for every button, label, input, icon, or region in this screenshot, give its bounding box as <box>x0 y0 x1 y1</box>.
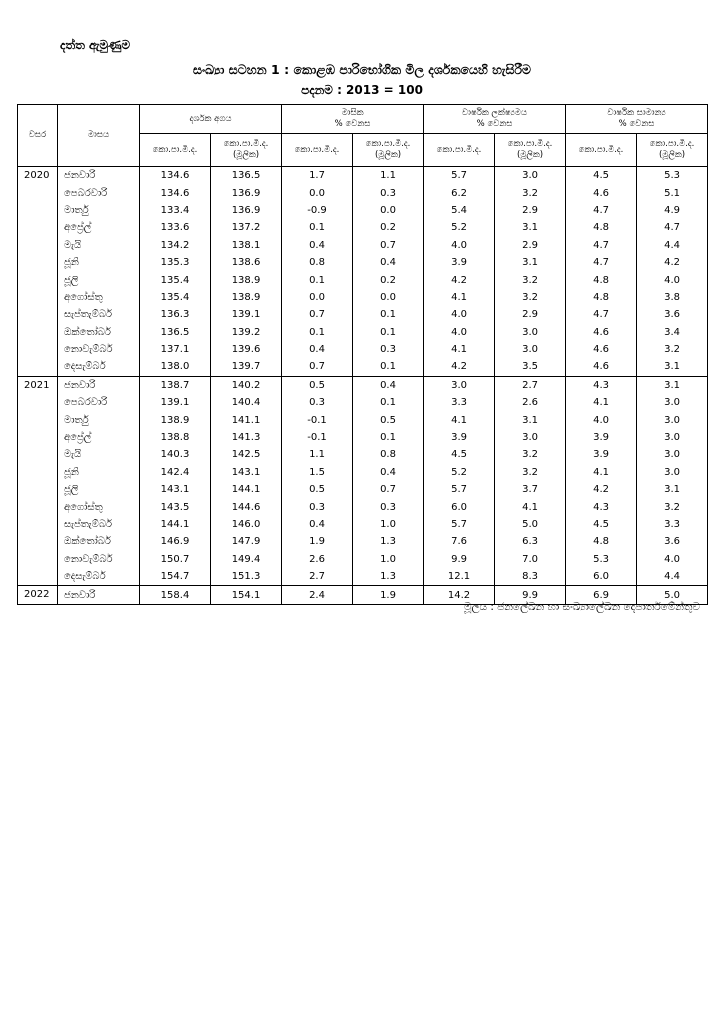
value-cell: 5.7 <box>424 481 495 498</box>
core-subheader: කො.පා.මි.ද. (මූලික) <box>353 134 424 167</box>
value-cell: 6.2 <box>424 184 495 201</box>
value-cell: 1.7 <box>282 167 353 185</box>
month-column-header: මාසය <box>58 105 140 167</box>
table-row <box>18 516 708 533</box>
year-cell <box>18 271 58 288</box>
year-cell <box>18 202 58 219</box>
month-cell: අප්‍රේල් <box>58 429 140 446</box>
value-cell: 0.3 <box>353 341 424 358</box>
year-cell <box>18 498 58 515</box>
value-cell: 138.9 <box>140 411 211 428</box>
value-cell: 3.9 <box>424 429 495 446</box>
headline-subheader: කො.පා.මි.ද. <box>140 134 211 167</box>
value-cell: 136.9 <box>211 202 282 219</box>
month-cell: නොවැම්බර් <box>58 341 140 358</box>
year-cell <box>18 446 58 463</box>
value-cell: 1.0 <box>353 551 424 568</box>
value-cell: 4.4 <box>637 568 708 586</box>
value-cell: 135.3 <box>140 254 211 271</box>
value-cell: 0.3 <box>282 498 353 515</box>
value-cell: 0.4 <box>282 516 353 533</box>
value-cell: 5.2 <box>424 464 495 481</box>
value-cell: 0.1 <box>353 324 424 341</box>
core-subheader: කො.පා.මි.ද. (මූලික) <box>495 134 566 167</box>
value-cell: 158.4 <box>140 586 211 604</box>
year-cell <box>18 237 58 254</box>
value-cell: 6.0 <box>424 498 495 515</box>
value-cell: 0.7 <box>353 237 424 254</box>
value-cell: 2.6 <box>495 394 566 411</box>
value-cell: -0.1 <box>282 411 353 428</box>
value-cell: 3.0 <box>495 167 566 185</box>
year-cell <box>18 533 58 550</box>
value-cell: 0.1 <box>353 429 424 446</box>
value-cell: 4.2 <box>637 254 708 271</box>
value-cell: 3.2 <box>495 289 566 306</box>
value-cell: 0.7 <box>282 358 353 376</box>
index-value-group-header: දර්ශක අගය <box>140 105 282 134</box>
month-cell: ඔක්තෝබර් <box>58 324 140 341</box>
table-row <box>18 202 708 219</box>
value-cell: 4.3 <box>566 498 637 515</box>
month-cell: අගෝස්තු <box>58 498 140 515</box>
value-cell: 5.7 <box>424 516 495 533</box>
value-cell: 142.5 <box>211 446 282 463</box>
value-cell: 3.8 <box>637 289 708 306</box>
value-cell: 141.1 <box>211 411 282 428</box>
annex-heading: දත්ත ඇමුණුම <box>60 38 131 52</box>
source-note: මූලය : ජනලේඛන හා සංඛ්‍යාලේඛන දෙපාර්තමේන්තුව <box>463 601 700 613</box>
value-cell: 1.3 <box>353 533 424 550</box>
value-cell: 0.0 <box>353 289 424 306</box>
value-cell: 4.1 <box>566 464 637 481</box>
value-cell: 4.2 <box>566 481 637 498</box>
value-cell: 0.4 <box>282 237 353 254</box>
value-cell: 3.0 <box>495 324 566 341</box>
value-cell: 0.0 <box>282 289 353 306</box>
value-cell: 14.2 <box>424 586 495 604</box>
value-cell: 141.3 <box>211 429 282 446</box>
value-cell: 143.1 <box>211 464 282 481</box>
table-row <box>18 498 708 515</box>
value-cell: -0.1 <box>282 429 353 446</box>
value-cell: 138.1 <box>211 237 282 254</box>
year-cell: 2020 <box>18 167 58 185</box>
year-column-header: වසර <box>18 105 58 167</box>
value-cell: 139.6 <box>211 341 282 358</box>
value-cell: 4.0 <box>424 237 495 254</box>
value-cell: 4.9 <box>637 202 708 219</box>
value-cell: 5.0 <box>495 516 566 533</box>
table-row <box>18 411 708 428</box>
value-cell: 136.5 <box>140 324 211 341</box>
value-cell: 137.2 <box>211 219 282 236</box>
annual-point-change-group-header: වාර්ෂික ලක්ෂ්‍යමය % වෙනස <box>424 105 566 134</box>
value-cell: 12.1 <box>424 568 495 586</box>
value-cell: 2.9 <box>495 202 566 219</box>
value-cell: 0.5 <box>282 376 353 394</box>
month-cell: ජනවාරි <box>58 167 140 185</box>
value-cell: 150.7 <box>140 551 211 568</box>
value-cell: 5.3 <box>566 551 637 568</box>
month-cell: පෙබරවාරි <box>58 184 140 201</box>
value-cell: 2.7 <box>282 568 353 586</box>
value-cell: 3.6 <box>637 533 708 550</box>
value-cell: 9.9 <box>424 551 495 568</box>
month-cell: මාර්තු <box>58 202 140 219</box>
value-cell: 133.4 <box>140 202 211 219</box>
table-row <box>18 324 708 341</box>
value-cell: 0.1 <box>282 271 353 288</box>
table-title: සංඛ්‍යා සටහන 1 : කොළඹ පාරිභෝගික මිල දර්ශකයෙහි හැසිරීම <box>192 62 532 77</box>
month-cell: සැප්තැම්බර් <box>58 516 140 533</box>
value-cell: 140.2 <box>211 376 282 394</box>
year-cell <box>18 568 58 586</box>
value-cell: 4.7 <box>637 219 708 236</box>
value-cell: 146.0 <box>211 516 282 533</box>
value-cell: 4.7 <box>566 237 637 254</box>
value-cell: 4.2 <box>424 271 495 288</box>
headline-subheader: කො.පා.මි.ද. <box>566 134 637 167</box>
table-row <box>18 289 708 306</box>
value-cell: 139.7 <box>211 358 282 376</box>
value-cell: 144.6 <box>211 498 282 515</box>
month-cell: මාර්තු <box>58 411 140 428</box>
table-row <box>18 481 708 498</box>
value-cell: 3.0 <box>495 341 566 358</box>
value-cell: 0.4 <box>353 464 424 481</box>
value-cell: 138.8 <box>140 429 211 446</box>
month-cell: මැයි <box>58 446 140 463</box>
value-cell: 4.2 <box>424 358 495 376</box>
value-cell: 3.0 <box>637 464 708 481</box>
value-cell: 138.6 <box>211 254 282 271</box>
month-cell: ජූලි <box>58 481 140 498</box>
year-cell: 2021 <box>18 376 58 394</box>
value-cell: 3.1 <box>495 254 566 271</box>
value-cell: 4.7 <box>566 202 637 219</box>
value-cell: 0.4 <box>282 341 353 358</box>
value-cell: 0.1 <box>282 219 353 236</box>
value-cell: 5.4 <box>424 202 495 219</box>
value-cell: 4.1 <box>424 341 495 358</box>
table-row <box>18 376 708 394</box>
value-cell: 4.1 <box>424 289 495 306</box>
value-cell: 0.3 <box>353 498 424 515</box>
value-cell: 0.7 <box>282 306 353 323</box>
value-cell: 7.0 <box>495 551 566 568</box>
value-cell: 1.1 <box>282 446 353 463</box>
year-cell <box>18 289 58 306</box>
table-row <box>18 254 708 271</box>
month-cell: ජූලි <box>58 271 140 288</box>
value-cell: 139.1 <box>211 306 282 323</box>
value-cell: 3.0 <box>637 411 708 428</box>
value-cell: 6.3 <box>495 533 566 550</box>
value-cell: 1.5 <box>282 464 353 481</box>
value-cell: 3.1 <box>495 411 566 428</box>
value-cell: 0.3 <box>353 184 424 201</box>
value-cell: 4.0 <box>637 271 708 288</box>
value-cell: 2.9 <box>495 306 566 323</box>
year-cell <box>18 481 58 498</box>
year-cell <box>18 254 58 271</box>
value-cell: 5.7 <box>424 167 495 185</box>
value-cell: 4.5 <box>424 446 495 463</box>
value-cell: 0.0 <box>353 202 424 219</box>
value-cell: 134.2 <box>140 237 211 254</box>
annual-average-change-group-header: වාර්ෂික සාමාන්‍ය % වෙනස <box>566 105 708 134</box>
value-cell: 139.2 <box>211 324 282 341</box>
value-cell: 3.1 <box>637 358 708 376</box>
month-cell: ඔක්තෝබර් <box>58 533 140 550</box>
table-row <box>18 184 708 201</box>
value-cell: 0.3 <box>282 394 353 411</box>
month-cell: ජූනි <box>58 254 140 271</box>
value-cell: 138.9 <box>211 271 282 288</box>
monthly-change-group-header: මාසික % වෙනස <box>282 105 424 134</box>
value-cell: 3.9 <box>566 429 637 446</box>
table-row <box>18 533 708 550</box>
month-cell: මැයි <box>58 237 140 254</box>
value-cell: 135.4 <box>140 289 211 306</box>
value-cell: 4.8 <box>566 533 637 550</box>
value-cell: 3.9 <box>566 446 637 463</box>
value-cell: 2.7 <box>495 376 566 394</box>
value-cell: 140.4 <box>211 394 282 411</box>
value-cell: 4.8 <box>566 289 637 306</box>
table-row <box>18 341 708 358</box>
value-cell: 154.7 <box>140 568 211 586</box>
table-row <box>18 429 708 446</box>
value-cell: 0.8 <box>282 254 353 271</box>
value-cell: 137.1 <box>140 341 211 358</box>
value-cell: 7.6 <box>424 533 495 550</box>
value-cell: 138.7 <box>140 376 211 394</box>
value-cell: 3.2 <box>637 498 708 515</box>
value-cell: 3.0 <box>424 376 495 394</box>
value-cell: 142.4 <box>140 464 211 481</box>
year-cell <box>18 394 58 411</box>
table-row <box>18 568 708 586</box>
month-cell: දෙසැම්බර් <box>58 568 140 586</box>
year-cell <box>18 219 58 236</box>
value-cell: 4.5 <box>566 167 637 185</box>
value-cell: 138.0 <box>140 358 211 376</box>
month-cell: නොවැම්බර් <box>58 551 140 568</box>
value-cell: 0.1 <box>353 358 424 376</box>
value-cell: 144.1 <box>211 481 282 498</box>
value-cell: 4.6 <box>566 184 637 201</box>
year-cell <box>18 358 58 376</box>
value-cell: 0.7 <box>353 481 424 498</box>
value-cell: 3.2 <box>637 341 708 358</box>
value-cell: 3.0 <box>637 446 708 463</box>
month-cell: අගෝස්තු <box>58 289 140 306</box>
month-cell: ජූනි <box>58 464 140 481</box>
value-cell: 5.3 <box>637 167 708 185</box>
value-cell: 0.2 <box>353 271 424 288</box>
value-cell: 4.7 <box>566 306 637 323</box>
value-cell: 3.5 <box>495 358 566 376</box>
value-cell: 3.1 <box>495 219 566 236</box>
value-cell: 6.9 <box>566 586 637 604</box>
value-cell: 9.9 <box>495 586 566 604</box>
year-cell: 2022 <box>18 586 58 604</box>
table-row <box>18 219 708 236</box>
table-row <box>18 446 708 463</box>
value-cell: 3.7 <box>495 481 566 498</box>
year-cell <box>18 184 58 201</box>
value-cell: 0.1 <box>282 324 353 341</box>
value-cell: 147.9 <box>211 533 282 550</box>
table-row <box>18 358 708 376</box>
table-row <box>18 394 708 411</box>
value-cell: 5.1 <box>637 184 708 201</box>
value-cell: 0.5 <box>282 481 353 498</box>
value-cell: 0.5 <box>353 411 424 428</box>
value-cell: 0.4 <box>353 254 424 271</box>
value-cell: 8.3 <box>495 568 566 586</box>
value-cell: 139.1 <box>140 394 211 411</box>
value-cell: 5.2 <box>424 219 495 236</box>
value-cell: 138.9 <box>211 289 282 306</box>
value-cell: 4.6 <box>566 358 637 376</box>
value-cell: 3.3 <box>424 394 495 411</box>
month-cell: සැප්තැම්බර් <box>58 306 140 323</box>
value-cell: 4.0 <box>424 324 495 341</box>
table-row <box>18 551 708 568</box>
value-cell: 135.4 <box>140 271 211 288</box>
value-cell: 1.0 <box>353 516 424 533</box>
value-cell: 3.1 <box>637 481 708 498</box>
year-cell <box>18 516 58 533</box>
value-cell: 143.1 <box>140 481 211 498</box>
month-cell: ජනවාරි <box>58 586 140 604</box>
value-cell: 3.3 <box>637 516 708 533</box>
value-cell: -0.9 <box>282 202 353 219</box>
value-cell: 4.8 <box>566 219 637 236</box>
value-cell: 2.9 <box>495 237 566 254</box>
value-cell: 1.3 <box>353 568 424 586</box>
value-cell: 4.4 <box>637 237 708 254</box>
value-cell: 133.6 <box>140 219 211 236</box>
value-cell: 4.0 <box>424 306 495 323</box>
value-cell: 136.9 <box>211 184 282 201</box>
value-cell: 4.6 <box>566 341 637 358</box>
value-cell: 6.0 <box>566 568 637 586</box>
month-cell: දෙසැම්බර් <box>58 358 140 376</box>
value-cell: 4.8 <box>566 271 637 288</box>
table-row <box>18 306 708 323</box>
year-cell <box>18 341 58 358</box>
value-cell: 4.1 <box>424 411 495 428</box>
value-cell: 146.9 <box>140 533 211 550</box>
value-cell: 4.7 <box>566 254 637 271</box>
value-cell: 0.8 <box>353 446 424 463</box>
year-cell <box>18 551 58 568</box>
value-cell: 3.4 <box>637 324 708 341</box>
table-row <box>18 237 708 254</box>
value-cell: 3.2 <box>495 464 566 481</box>
month-cell: ජනවාරි <box>58 376 140 394</box>
value-cell: 5.0 <box>637 586 708 604</box>
cpi-table <box>17 104 708 605</box>
value-cell: 3.1 <box>637 376 708 394</box>
headline-subheader: කො.පා.මි.ද. <box>282 134 353 167</box>
year-cell <box>18 464 58 481</box>
value-cell: 1.9 <box>282 533 353 550</box>
value-cell: 4.1 <box>566 394 637 411</box>
value-cell: 4.1 <box>495 498 566 515</box>
base-year-label: පදනම : 2013 = 100 <box>301 83 423 97</box>
month-cell: පෙබරවාරි <box>58 394 140 411</box>
value-cell: 0.4 <box>353 376 424 394</box>
value-cell: 3.0 <box>495 429 566 446</box>
table-row <box>18 464 708 481</box>
value-cell: 0.1 <box>353 394 424 411</box>
headline-subheader: කො.පා.මි.ද. <box>424 134 495 167</box>
value-cell: 3.0 <box>637 394 708 411</box>
value-cell: 3.6 <box>637 306 708 323</box>
table-row <box>18 167 708 185</box>
value-cell: 4.0 <box>566 411 637 428</box>
year-cell <box>18 411 58 428</box>
value-cell: 134.6 <box>140 167 211 185</box>
value-cell: 3.9 <box>424 254 495 271</box>
value-cell: 1.9 <box>353 586 424 604</box>
value-cell: 136.3 <box>140 306 211 323</box>
value-cell: 0.0 <box>282 184 353 201</box>
month-cell: අප්‍රේල් <box>58 219 140 236</box>
value-cell: 3.2 <box>495 271 566 288</box>
value-cell: 151.3 <box>211 568 282 586</box>
value-cell: 4.6 <box>566 324 637 341</box>
value-cell: 3.0 <box>637 429 708 446</box>
year-cell <box>18 306 58 323</box>
value-cell: 154.1 <box>211 586 282 604</box>
value-cell: 143.5 <box>140 498 211 515</box>
value-cell: 134.6 <box>140 184 211 201</box>
table-row <box>18 271 708 288</box>
year-cell <box>18 429 58 446</box>
value-cell: 3.2 <box>495 446 566 463</box>
table-body <box>18 167 708 605</box>
value-cell: 0.2 <box>353 219 424 236</box>
value-cell: 0.1 <box>353 306 424 323</box>
core-subheader: කො.පා.මි.ද. (මූලික) <box>211 134 282 167</box>
year-cell <box>18 324 58 341</box>
value-cell: 2.6 <box>282 551 353 568</box>
value-cell: 4.0 <box>637 551 708 568</box>
value-cell: 136.5 <box>211 167 282 185</box>
value-cell: 140.3 <box>140 446 211 463</box>
value-cell: 2.4 <box>282 586 353 604</box>
value-cell: 3.2 <box>495 184 566 201</box>
value-cell: 4.3 <box>566 376 637 394</box>
value-cell: 144.1 <box>140 516 211 533</box>
value-cell: 149.4 <box>211 551 282 568</box>
value-cell: 4.5 <box>566 516 637 533</box>
core-subheader: කො.පා.මි.ද. (මූලික) <box>637 134 708 167</box>
value-cell: 1.1 <box>353 167 424 185</box>
